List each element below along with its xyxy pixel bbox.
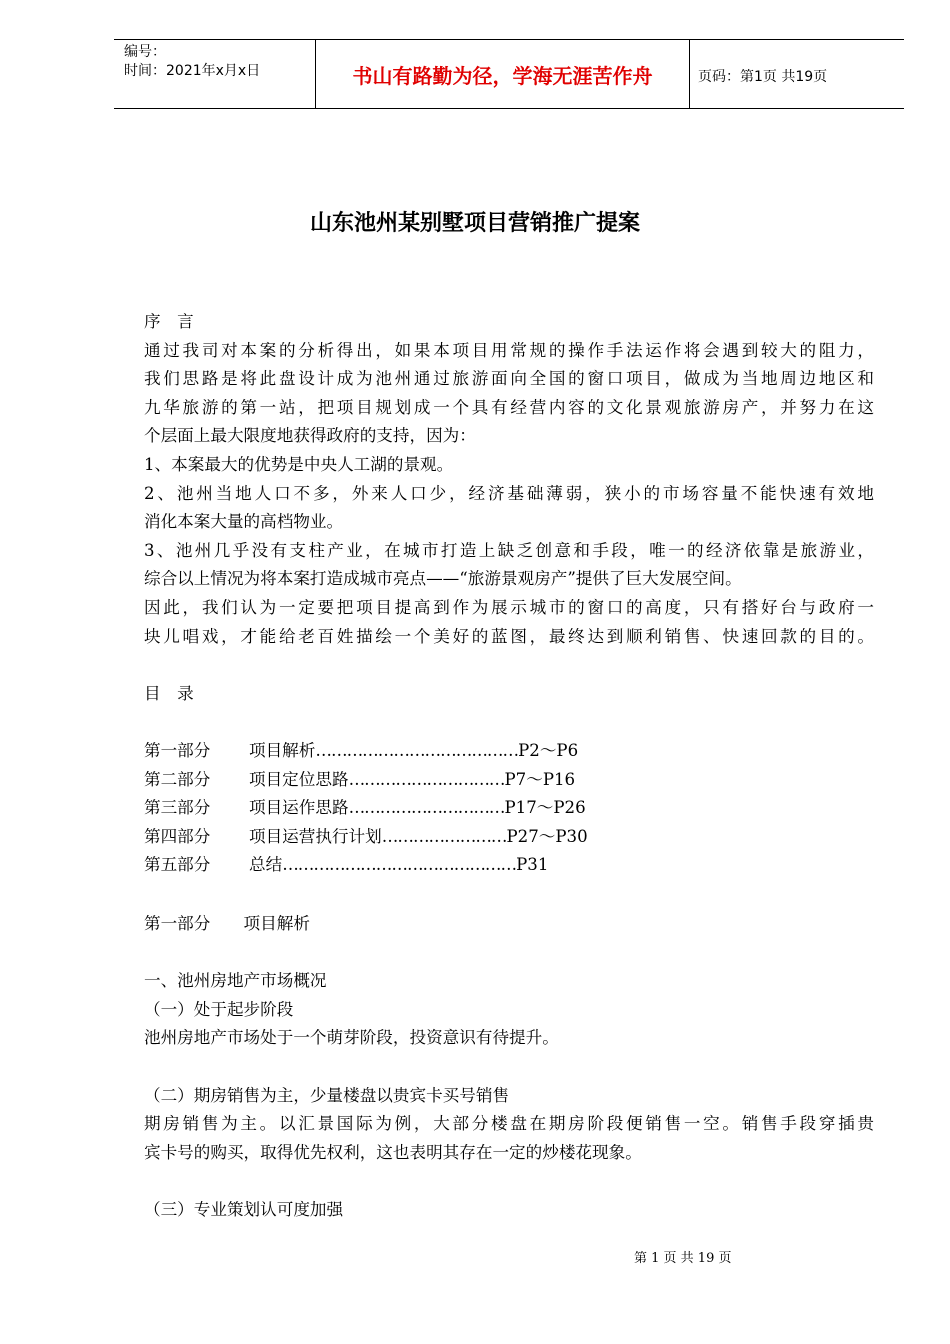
toc-title: 总结 bbox=[249, 855, 283, 875]
toc-dots: ………………………… bbox=[348, 798, 505, 818]
header-meta bbox=[124, 43, 260, 81]
toc-dots: ………………………………… bbox=[315, 741, 519, 760]
preface-line: 2、池州当地人口不多，外来人口少，经济基础薄弱，狭小的市场容量不能快速有效地 bbox=[144, 483, 874, 503]
section-heading: 第一部分 项目解析 bbox=[144, 914, 310, 933]
header-motto: 书山有路勤为径，学海无涯苦作舟 bbox=[352, 64, 653, 88]
item-text: 宾卡号的购买，取得优先权利，这也表明其存在一定的炒楼花现象。 bbox=[144, 1142, 642, 1162]
toc-heading: 目 录 bbox=[144, 684, 194, 703]
toc-item[interactable] bbox=[144, 737, 588, 766]
toc-item[interactable] bbox=[144, 823, 588, 852]
toc-pages: P31 bbox=[516, 855, 549, 875]
preface-line: 因此，我们认为一定要把项目提高到作为展示城市的窗口的高度，只有搭好台与政府一 bbox=[144, 597, 874, 617]
toc-part: 第二部分 bbox=[144, 769, 211, 789]
item-heading: （二）期房销售为主，少量楼盘以贵宾卡买号销售 bbox=[144, 1085, 510, 1105]
preface-line: 综合以上情况为将本案打造成城市亮点——“旅游景观房产”提供了巨大发展空间。 bbox=[144, 569, 742, 589]
toc-pages: P17～P26 bbox=[504, 798, 586, 818]
toc-part: 第四部分 bbox=[144, 826, 211, 846]
number-label: 编号： bbox=[124, 44, 166, 60]
item-heading: （三）专业策划认可度加强 bbox=[144, 1199, 344, 1219]
toc-dots: …………………… bbox=[381, 826, 507, 846]
toc-dots: ………………………… bbox=[348, 769, 505, 789]
item-heading: （一）处于起步阶段 bbox=[144, 999, 294, 1019]
toc-part: 第五部分 bbox=[144, 855, 211, 875]
toc-title: 项目运作思路 bbox=[249, 798, 349, 818]
toc-title: 项目运营执行计划 bbox=[249, 826, 382, 846]
item-text: 期房销售为主。以汇景国际为例，大部分楼盘在期房阶段便销售一空。销售手段穿插贵 bbox=[144, 1114, 874, 1134]
preface-line: 1、本案最大的优势是中央人工湖的景观。 bbox=[144, 454, 454, 474]
toc-title: 项目定位思路 bbox=[249, 769, 349, 789]
header-divider bbox=[689, 40, 690, 108]
page-footer: 第 1 页 共 19 页 bbox=[634, 1251, 732, 1266]
section-one bbox=[144, 910, 874, 1225]
toc-item[interactable] bbox=[144, 766, 588, 795]
preface-line: 块儿唱戏，才能给老百姓描绘一个美好的蓝图，最终达到顺利销售、快速回款的目的。 bbox=[144, 626, 874, 646]
toc-dots: ……………………………………… bbox=[282, 855, 517, 875]
toc-pages: P27～P30 bbox=[506, 826, 588, 846]
toc-item[interactable] bbox=[144, 794, 588, 823]
toc-title: 项目解析 bbox=[249, 741, 316, 760]
table-of-contents bbox=[144, 737, 588, 880]
preface-line: 九华旅游的第一站，把项目规划成一个具有经营内容的文化景观旅游房产，并努力在这 bbox=[144, 397, 874, 417]
time-label: 时间：2021年x月x日 bbox=[124, 63, 261, 79]
toc-pages: P2～P6 bbox=[518, 741, 579, 760]
header-page-label: 页码：第1页 共19页 bbox=[698, 69, 828, 85]
toc-heading-wrap bbox=[144, 680, 874, 709]
subsection-heading: 一、池州房地产市场概况 bbox=[144, 971, 327, 991]
item-text: 池州房地产市场处于一个萌芽阶段，投资意识有待提升。 bbox=[144, 1028, 559, 1048]
preface-heading: 序 言 bbox=[144, 312, 194, 331]
preface-line: 通过我司对本案的分析得出，如果本项目用常规的操作手法运作将会遇到较大的阻力， bbox=[144, 340, 874, 360]
document-title: 山东池州某别墅项目营销推广提案 bbox=[309, 210, 640, 236]
toc-part: 第一部分 bbox=[144, 741, 211, 760]
preface-line: 3、池州几乎没有支柱产业，在城市打造上缺乏创意和手段，唯一的经济依靠是旅游业， bbox=[144, 540, 874, 560]
toc-pages: P7～P16 bbox=[504, 769, 576, 789]
preface-line: 我们思路是将此盘设计成为池州通过旅游面向全国的窗口项目，做成为当地周边地区和 bbox=[144, 369, 874, 389]
preface-line: 消化本案大量的高档物业。 bbox=[144, 512, 344, 532]
preface-section bbox=[144, 308, 874, 651]
toc-part: 第三部分 bbox=[144, 798, 211, 818]
header-table bbox=[114, 39, 904, 109]
preface-line: 个层面上最大限度地获得政府的支持，因为： bbox=[144, 426, 476, 446]
toc-item[interactable] bbox=[144, 851, 588, 880]
